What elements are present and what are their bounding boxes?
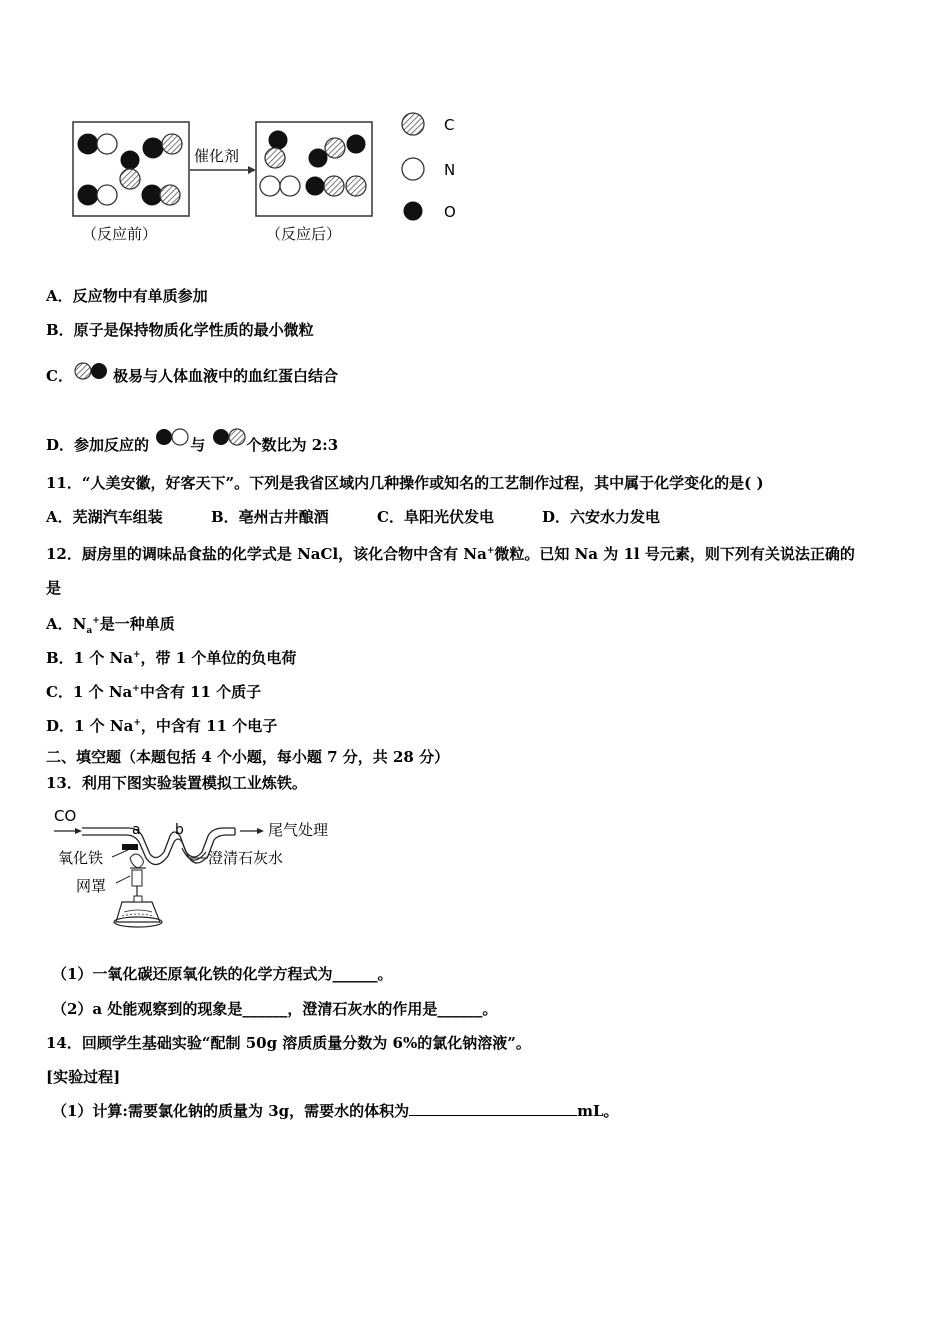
answer-blank[interactable]: [409, 1101, 577, 1116]
q10-option-d: [46, 426, 338, 455]
co-molecule-icon: [73, 361, 111, 381]
legend-n-icon: [402, 158, 424, 180]
q14-part1: （1）计算:需要氯化钠的质量为 3g，需要水的体积为 mL。: [52, 1102, 619, 1120]
q10-option-b: B．原子是保持物质化学性质的最小微粒: [46, 321, 314, 339]
reaction-diagram: [60, 100, 480, 260]
q14-process-heading: [实验过程]: [46, 1068, 121, 1086]
q12-stem: 12．厨房里的调味品食盐的化学式是 NaCl，该化合物中含有 Na+微粒。已知 Na 为 1l 号元素，则下列有关说法正确的: [46, 545, 855, 563]
catalyst-label: 催化剂: [194, 147, 240, 165]
q11-option-a: A．芜湖汽车组装: [46, 508, 163, 526]
co-label: CO: [54, 807, 77, 825]
q12-option-d: D．1 个 Na+，中含有 11 个电子: [46, 717, 278, 735]
q11-option-b: B．亳州古井酿酒: [211, 508, 329, 526]
legend-o-label: O: [444, 203, 456, 221]
after-label: （反应后）: [266, 225, 342, 243]
iron-oxide-label: 氧化铁: [58, 849, 104, 867]
q10-d-suffix: 个数比为 2:3: [246, 436, 339, 454]
q10-d-prefix: D．参加反应的: [46, 436, 150, 454]
q14-stem: 14．回顾学生基础实验“配制 50g 溶质质量分数为 6%的氯化钠溶液”。: [46, 1034, 531, 1052]
q10-c-text: 极易与人体血液中的血红蛋白结合: [112, 367, 338, 385]
q13-part1: （1）一氧化碳还原氧化铁的化学方程式为______。: [52, 965, 393, 983]
q12-option-a: A．$N_a^+$是一种单质: [46, 615, 175, 636]
b-label: b: [175, 822, 184, 838]
ironmaking-apparatus: [50, 800, 350, 940]
a-label: a: [132, 822, 141, 838]
q13-stem: 13．利用下图实验装置模拟工业炼铁。: [46, 774, 307, 792]
arrow-icon: [248, 166, 256, 174]
legend-c-label: C: [444, 116, 455, 134]
tail-gas-label: 尾气处理: [268, 821, 329, 839]
q11-option-d: D．六安水力发电: [542, 508, 661, 526]
q12-option-c: C．1 个 Na+中含有 11 个质子: [46, 683, 262, 701]
q11-option-c: C．阜阳光伏发电: [377, 508, 494, 526]
q11-stem: 11．“人美安徽，好客天下”。下列是我省区域内几种操作或知名的工艺制作过程，其中属于化学变化的是( ): [46, 474, 764, 492]
limewater-label: 澄清石灰水: [208, 849, 284, 867]
no-molecule-icon: [154, 426, 190, 448]
q10-c-prefix: C．: [46, 367, 73, 385]
q10-d-mid: 与: [190, 436, 206, 454]
q13-part2: （2）a 处能观察到的现象是______，澄清石灰水的作用是______。: [52, 1000, 498, 1018]
section-heading: 二、填空题（本题包括 4 个小题，每小题 7 分，共 28 分）: [46, 748, 450, 766]
q12-stem-line2: 是: [46, 579, 62, 597]
co-molecule-icon-2: [211, 426, 247, 448]
legend-c-icon: [402, 113, 424, 135]
legend-n-label: N: [444, 161, 456, 179]
gauze-label: 网罩: [76, 877, 107, 895]
before-label: （反应前）: [82, 225, 158, 243]
q12-option-b: B．1 个 Na+，带 1 个单位的负电荷: [46, 649, 297, 667]
inlet-arrow-icon: [75, 828, 82, 834]
legend-o-icon: [404, 202, 422, 220]
q10-option-c: [46, 366, 338, 386]
q10-option-a: A．反应物中有单质参加: [46, 287, 208, 305]
outlet-arrow-icon: [257, 828, 264, 834]
